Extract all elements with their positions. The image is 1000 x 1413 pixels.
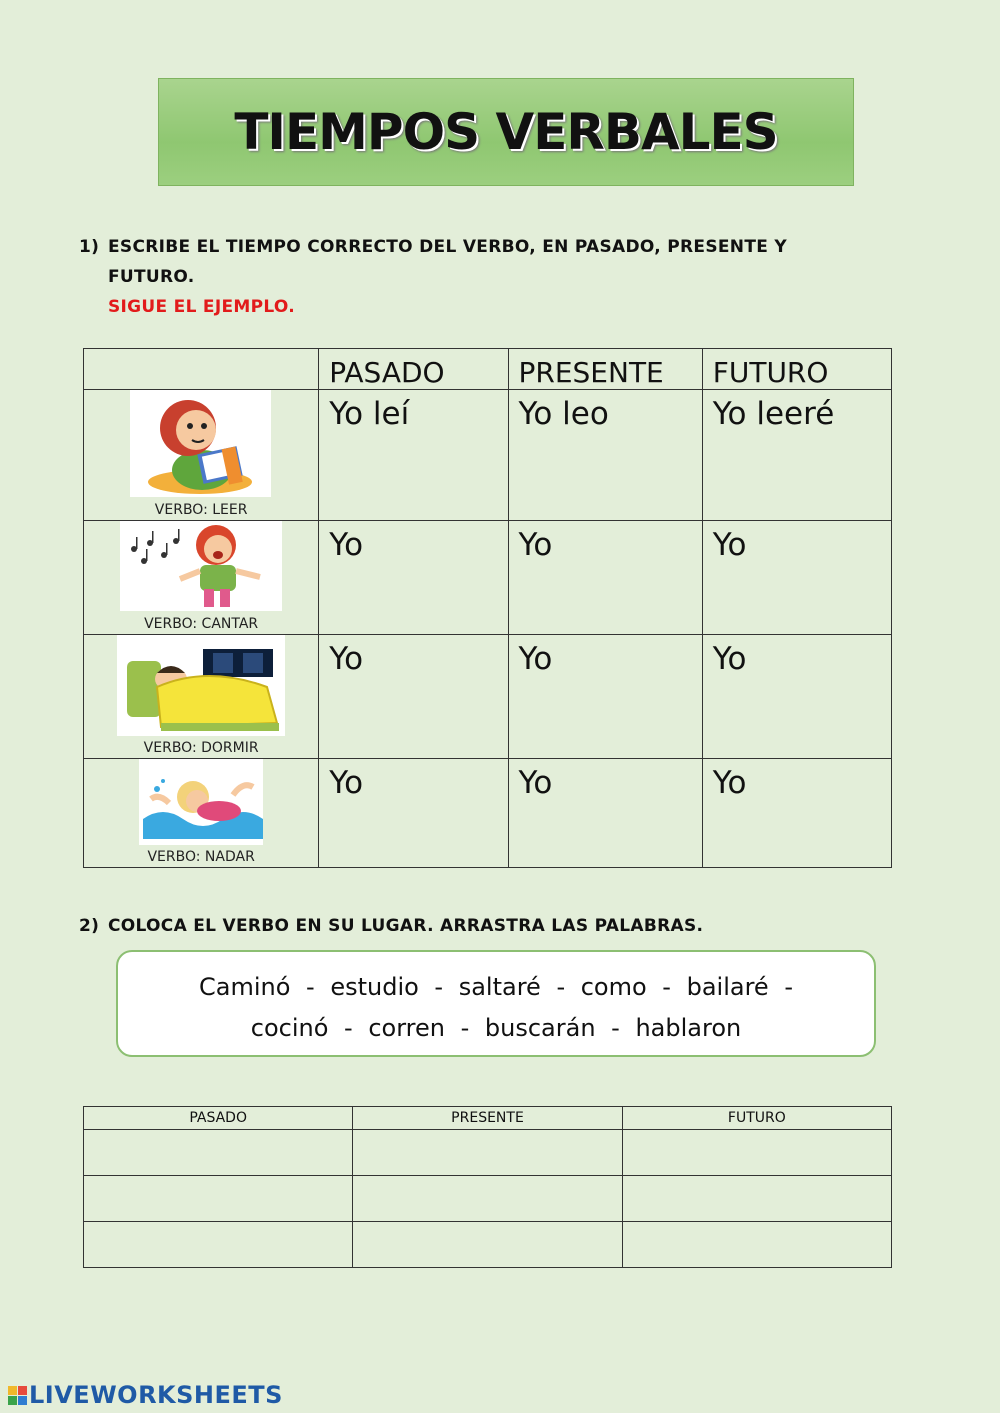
drop-table bbox=[83, 1106, 892, 1268]
drop-cell-presente[interactable] bbox=[353, 1176, 622, 1222]
drop-cell-futuro[interactable] bbox=[622, 1222, 891, 1268]
verb-picture-cell bbox=[84, 635, 319, 759]
verb-picture-cell bbox=[84, 759, 319, 868]
table-row bbox=[84, 759, 892, 868]
answer-pasado[interactable]: Yo bbox=[319, 759, 508, 868]
drop-cell-pasado[interactable] bbox=[84, 1222, 353, 1268]
drop-cell-presente[interactable] bbox=[353, 1222, 622, 1268]
answer-futuro[interactable]: Yo bbox=[702, 635, 891, 759]
drop-cell-presente[interactable] bbox=[353, 1130, 622, 1176]
drop-table-header bbox=[84, 1107, 892, 1130]
header-pasado: PASADO bbox=[319, 349, 508, 390]
girl-swimming-image bbox=[139, 759, 263, 845]
header-empty bbox=[84, 349, 319, 390]
girl-reading-image bbox=[130, 390, 271, 497]
brand-name: LIVEWORKSHEETS bbox=[29, 1381, 283, 1409]
exercise-1-line-1: ESCRIBE EL TIEMPO CORRECTO DEL VERBO, EN PASADO, PRESENTE Y bbox=[108, 237, 787, 257]
answer-futuro[interactable]: Yo leeré bbox=[702, 390, 891, 521]
verb-picture-cell bbox=[84, 521, 319, 635]
exercise-2-instructions bbox=[79, 911, 899, 941]
answer-pasado[interactable]: Yo bbox=[319, 635, 508, 759]
word-bank-line-2[interactable]: cocinó - corren - buscarán - hablaron bbox=[250, 1014, 742, 1042]
answer-presente[interactable]: Yo bbox=[508, 521, 702, 635]
header-futuro: FUTURO bbox=[702, 349, 891, 390]
drop-header-futuro: FUTURO bbox=[622, 1107, 891, 1130]
drop-row bbox=[84, 1222, 892, 1268]
drop-cell-pasado[interactable] bbox=[84, 1130, 353, 1176]
answer-presente[interactable]: Yo bbox=[508, 759, 702, 868]
verb-label: VERBO: NADAR bbox=[147, 849, 255, 865]
verb-label: VERBO: CANTAR bbox=[144, 616, 259, 632]
exercise-1-hint: SIGUE EL EJEMPLO. bbox=[108, 297, 296, 317]
table-row bbox=[84, 390, 892, 521]
drop-cell-futuro[interactable] bbox=[622, 1176, 891, 1222]
word-bank bbox=[116, 950, 876, 1057]
answer-pasado[interactable]: Yo leí bbox=[319, 390, 508, 521]
verb-tense-table bbox=[83, 348, 892, 868]
drop-row bbox=[84, 1130, 892, 1176]
title-banner bbox=[158, 78, 854, 186]
brand-logo-icon bbox=[8, 1386, 27, 1405]
table-row bbox=[84, 635, 892, 759]
exercise-1-number: 1) bbox=[79, 237, 100, 257]
answer-pasado[interactable]: Yo bbox=[319, 521, 508, 635]
word-bank-line-1[interactable]: Caminó - estudio - saltaré - como - bailaré - bbox=[199, 973, 793, 1001]
answer-futuro[interactable]: Yo bbox=[702, 759, 891, 868]
verb-picture-cell bbox=[84, 390, 319, 521]
table-header-row bbox=[84, 349, 892, 390]
verb-label: VERBO: LEER bbox=[154, 502, 248, 518]
answer-presente[interactable]: Yo leo bbox=[508, 390, 702, 521]
girl-singing-image bbox=[120, 521, 282, 611]
page-title: TIEMPOS VERBALES bbox=[234, 103, 778, 161]
exercise-1-instructions bbox=[79, 232, 879, 322]
brand-footer bbox=[8, 1381, 283, 1409]
drop-header-pasado: PASADO bbox=[84, 1107, 353, 1130]
header-presente: PRESENTE bbox=[508, 349, 702, 390]
table-row bbox=[84, 521, 892, 635]
exercise-2-number: 2) bbox=[79, 916, 100, 936]
exercise-1-line-2: FUTURO. bbox=[108, 267, 195, 287]
answer-presente[interactable]: Yo bbox=[508, 635, 702, 759]
drop-header-presente: PRESENTE bbox=[353, 1107, 622, 1130]
verb-label: VERBO: DORMIR bbox=[143, 740, 259, 756]
drop-cell-pasado[interactable] bbox=[84, 1176, 353, 1222]
exercise-2-text: COLOCA EL VERBO EN SU LUGAR. ARRASTRA LAS PALABRAS. bbox=[108, 916, 704, 936]
answer-futuro[interactable]: Yo bbox=[702, 521, 891, 635]
drop-cell-futuro[interactable] bbox=[622, 1130, 891, 1176]
drop-row bbox=[84, 1176, 892, 1222]
boy-sleeping-image bbox=[117, 635, 285, 736]
